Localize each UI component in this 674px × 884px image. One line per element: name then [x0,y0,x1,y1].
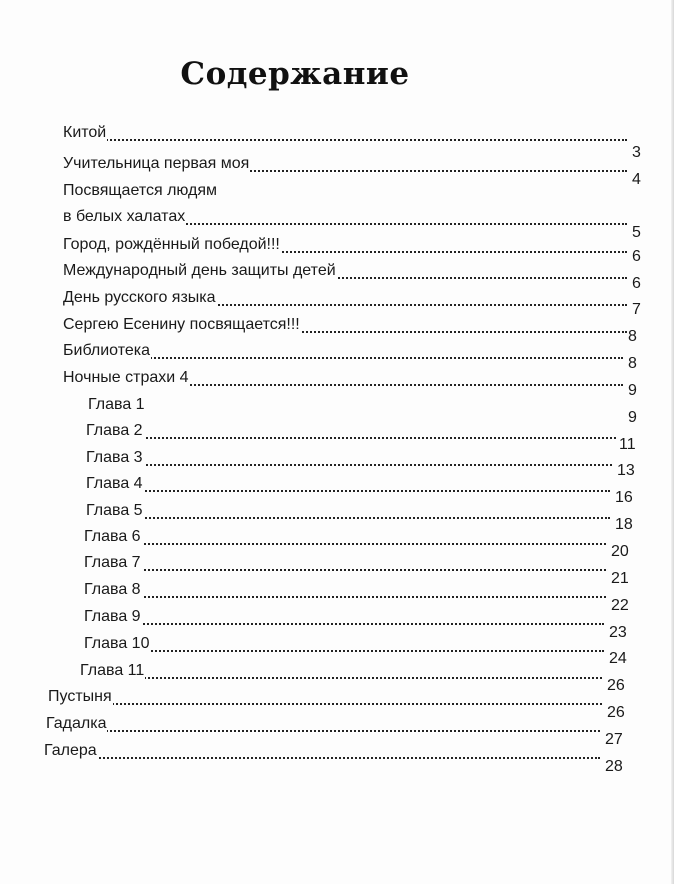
toc-entry-label: Глава 1 [88,394,146,416]
toc-page-number: 9 [628,382,637,399]
toc-entry-label: Глава 6 [84,526,142,548]
dot-leader [86,437,616,439]
toc-entry-label: Глава 10 [84,633,150,655]
toc-page-number: 21 [611,570,629,587]
dot-leader [86,464,612,466]
dot-leader [84,623,604,625]
toc-entry-chapter-9 [84,606,604,628]
toc-page-number: 8 [628,328,637,345]
toc-entry-label: Глава 7 [84,552,142,574]
toc-entry-kitoy [63,122,627,144]
toc-entry-label: Глава 4 [86,473,144,495]
toc-page-number: 26 [607,677,625,694]
dot-leader [84,543,606,545]
toc-page-number: 6 [632,248,641,265]
dot-leader [44,757,600,759]
toc-page-number: 3 [632,144,641,161]
toc-entry-children-day [63,260,627,282]
toc-page-number: 7 [632,301,641,318]
toc-entry-label: Пустыня [48,686,113,708]
toc-entry-label: Сергею Есенину посвящается!!! [63,314,301,336]
toc-entry-label: День русского языка [63,287,217,309]
toc-page-number: 18 [615,516,633,533]
toc-entry-label: Гадалка [46,713,107,735]
toc-entry-chapter-3 [86,447,612,469]
toc-entry-label: Глава 3 [86,447,144,469]
dot-leader [63,139,627,141]
toc-entry-label: Ночные страхи 4 [63,367,190,389]
toc-page-number: 13 [617,462,635,479]
toc-entry-label: Китой [63,122,107,144]
toc-page-number: 27 [605,731,623,748]
toc-page-number: 16 [615,489,633,506]
toc-entry-label: Глава 11 [80,660,145,682]
toc-page-number: 26 [607,704,625,721]
toc-entry-label: Галера [44,740,98,762]
toc-entry-label: Международный день защиты детей [63,260,337,282]
toc-page-number: 24 [609,650,627,667]
toc-page-number: 23 [609,624,627,641]
toc-entry-label: Глава 9 [84,606,142,628]
toc-entry-chapter-8 [84,579,606,601]
toc-entry-night-fears [63,367,623,389]
dot-leader [86,490,610,492]
toc-page-number: 20 [611,543,629,560]
toc-entry-label: Библиотека [63,340,151,362]
toc-entry-chapter-2 [86,420,616,442]
toc-entry-city [63,234,627,256]
dot-leader [48,703,602,705]
toc-page-number: 6 [632,275,641,292]
toc-entry-label: Город, рождённый победой!!! [63,234,281,256]
dot-leader [84,650,604,652]
toc-page-number: 11 [619,436,636,453]
toc-entry-chapter-4 [86,473,610,495]
toc-entry-doctors [63,206,627,228]
dot-leader [86,517,610,519]
toc-entry-chapter-7 [84,552,606,574]
toc-entry-chapter-5 [86,500,610,522]
toc-entry-label: Глава 5 [86,500,144,522]
toc-entry-teacher [63,153,627,175]
toc-entry-chapter-11 [80,660,602,682]
toc-entry-label: Глава 8 [84,579,142,601]
toc-entry-chapter-6 [84,526,606,548]
toc-entry-fortune-teller [46,713,600,735]
page-title: Содержание [180,56,410,92]
toc-entry-label-continued: в белых халатах [63,206,186,228]
dot-leader [84,596,606,598]
toc-page-number: 28 [605,758,623,775]
toc-page-number: 22 [611,597,629,614]
dot-leader [84,569,606,571]
toc-entry-yesenin [63,314,627,336]
toc-entry-label: Глава 2 [86,420,144,442]
toc-entry-desert [48,686,602,708]
toc-page-number: 9 [628,409,637,426]
toc-entry-label: Учительница первая моя [63,153,250,175]
toc-entry-chapter-1 [88,394,620,416]
toc-page-number: 8 [628,355,637,372]
dot-leader [80,677,602,679]
dot-leader [46,730,600,732]
toc-page-number: 5 [632,224,641,241]
toc-page-number: 4 [632,171,641,188]
toc-entry-russian-language [63,287,627,309]
toc-entry-label: Посвящается людям [63,182,218,199]
toc-entry-chapter-10 [84,633,604,655]
toc-entry-library [63,340,623,362]
toc-entry-galley [44,740,600,762]
